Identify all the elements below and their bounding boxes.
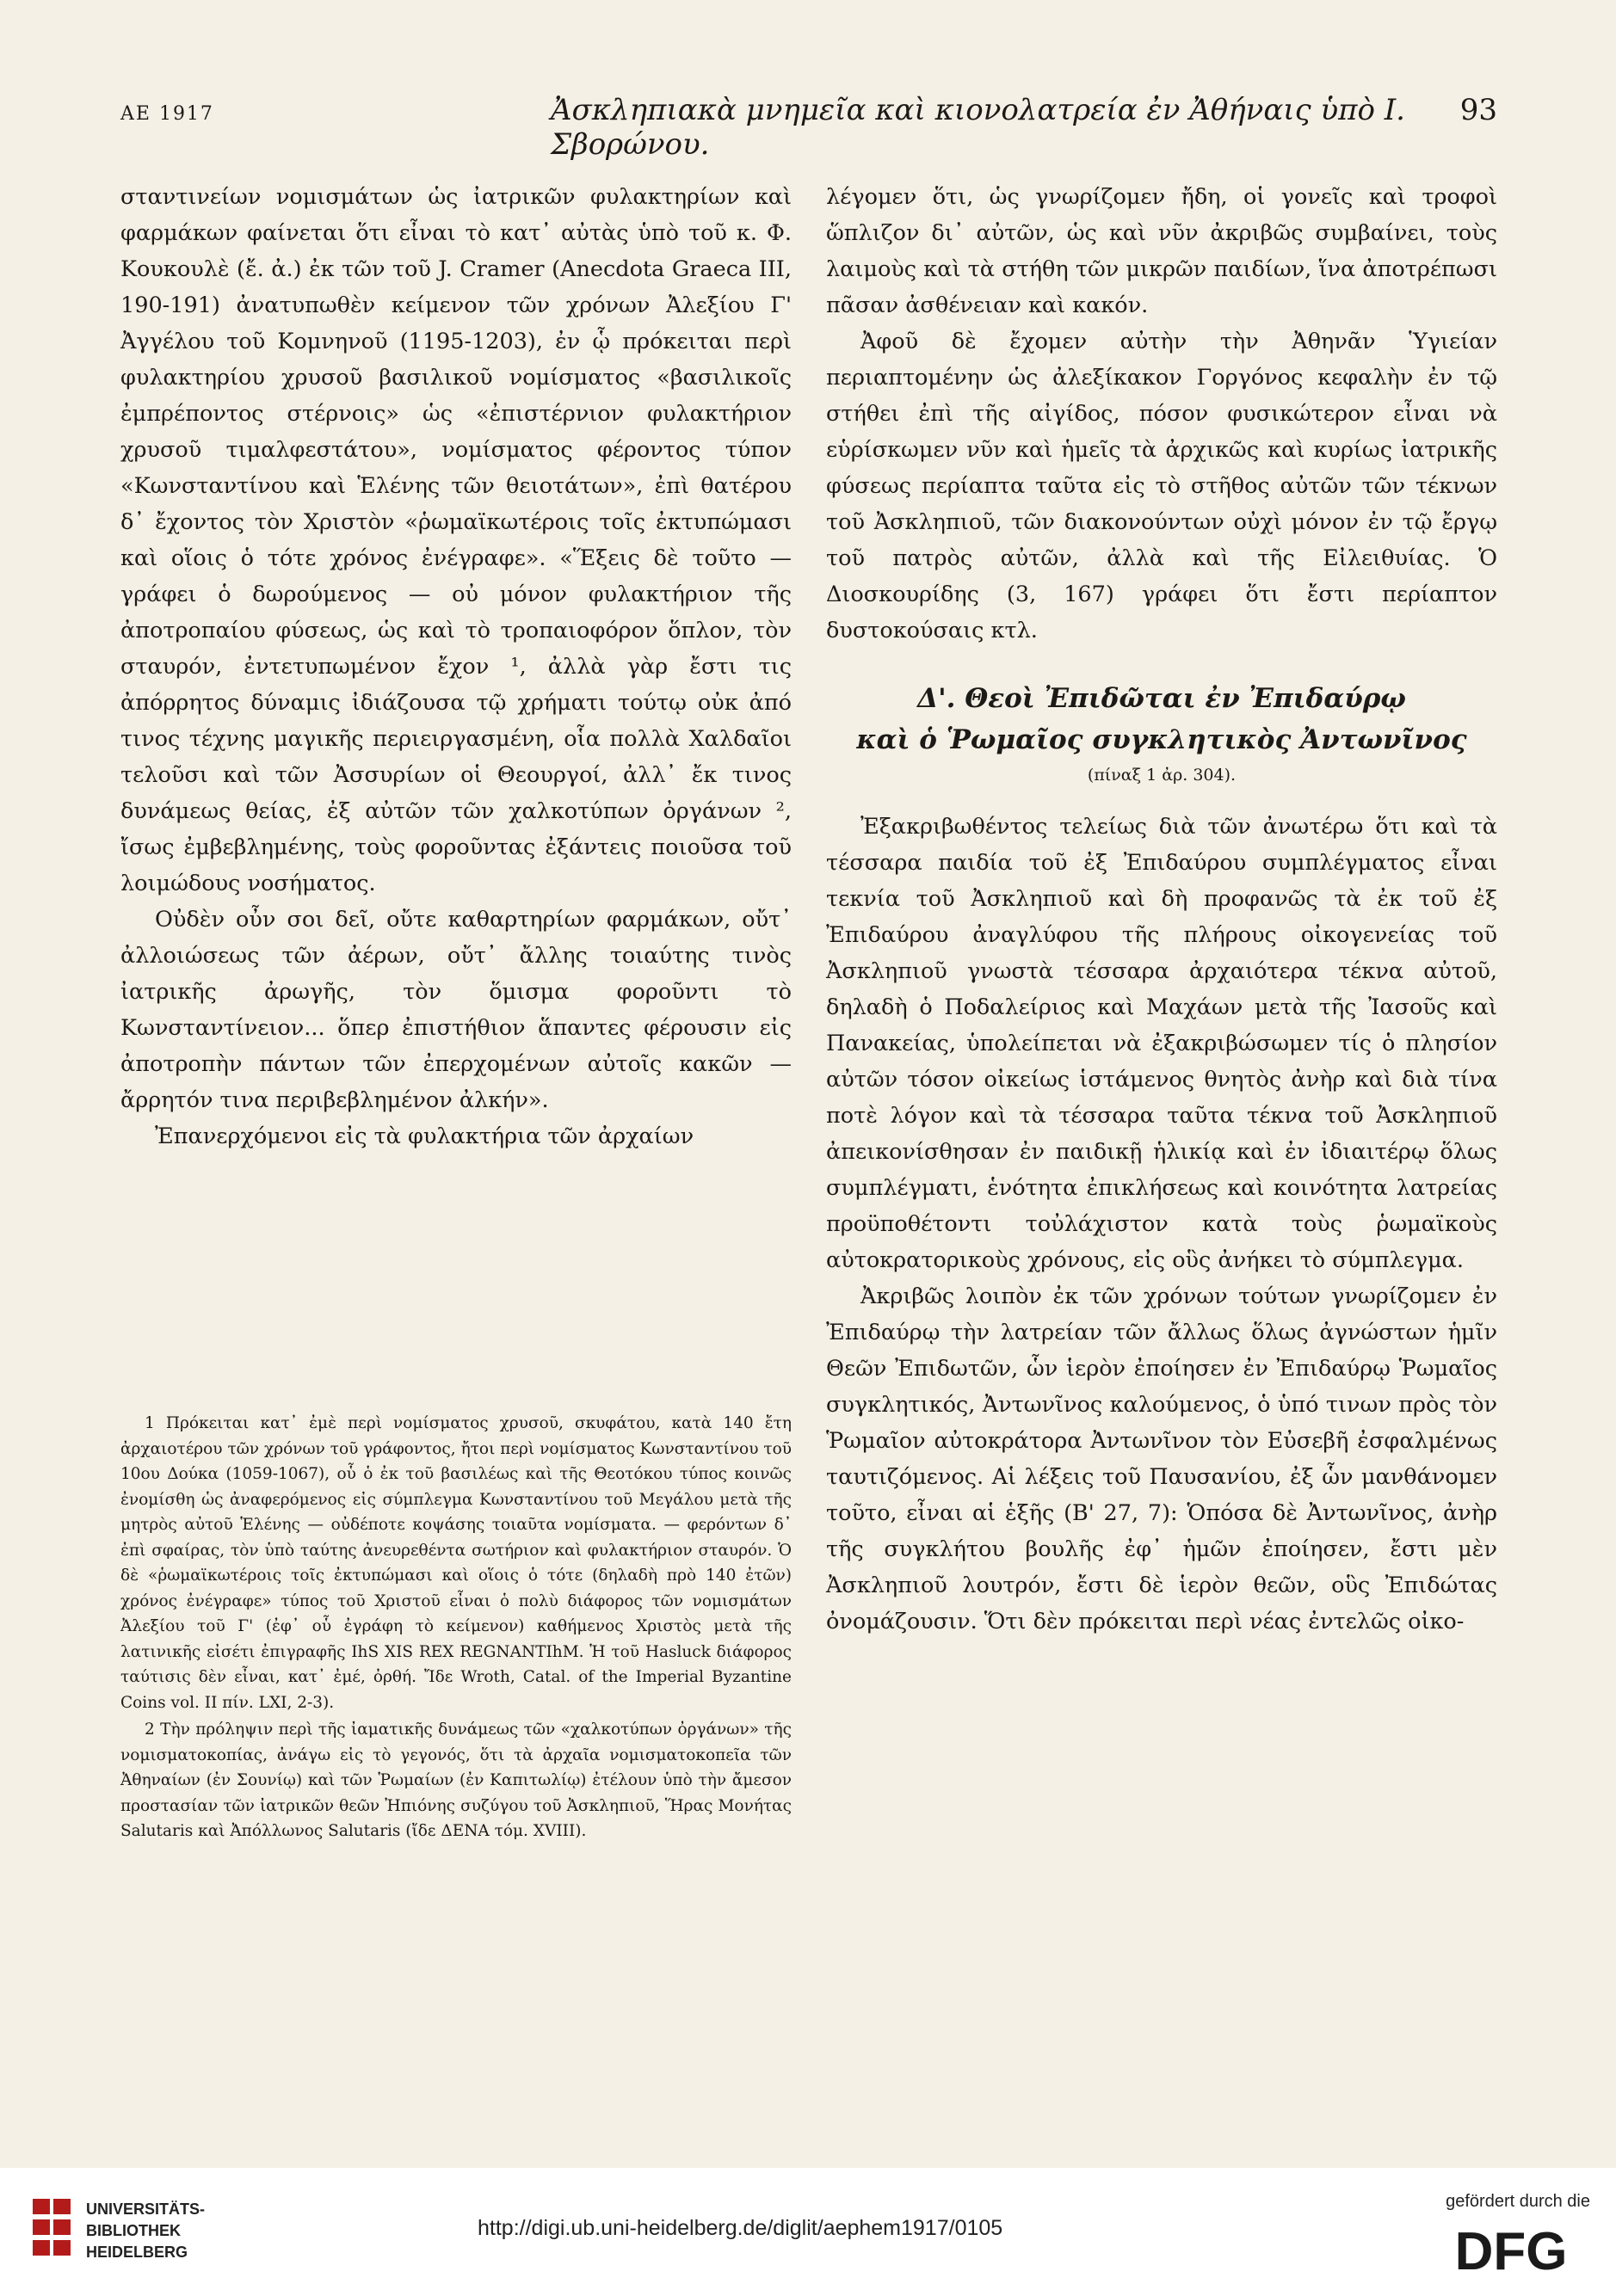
running-header	[120, 93, 1497, 162]
permalink-url[interactable]: http://digi.ub.uni-heidelberg.de/diglit/aephem1917/0105	[478, 2216, 1003, 2240]
running-title: Ἀσκληπιακὰ μνημεῖα καὶ κιονολατρεία ἐν Ἀθήναις ὑπὸ Ι. Σβορώνου.	[551, 93, 1405, 162]
svg-text:DFG: DFG	[1454, 2222, 1568, 2274]
dfg-logo-icon	[1434, 2221, 1588, 2274]
page-number: 93	[1459, 93, 1497, 127]
footnote: 1 Πρόκειται κατ᾽ ἐμὲ περὶ νομίσματος χρυσοῦ, σκυφάτου, κατὰ 140 ἔτη ἀρχαιοτέρου τῶν χρόνων τοῦ γράφοντος, ἤτοι περὶ νομίσματος Κωνσταντίνου τοῦ 10ου Δούκα (1059-1067), οὗ ὁ ἐκ τοῦ βασιλέως καὶ τῆς Θεοτόκου τύπος κοινῶς ἐνομίσθη ὡς ἀναφερόμενος εἰς σύμπλεγμα Κωνσταντίνου τοῦ Μεγάλου μετὰ τῆς μητρὸς αὐτοῦ Ἑλένης — οὐδέποτε κοψάσης τοιαῦτα νομίσματα. — φερόντων δ᾽ ἐπὶ σφαίρας, τὸν ὑπὸ ταύτης ἀνευρεθέντα σωτήριον καὶ φυλακτήριον σταυρόν. Ὁ δὲ «ῥωμαϊκωτέροις τοῖς ἐκτυπώμασι καὶ οἵοις ὁ τότε (δηλαδὴ πρὸ 140 ἐτῶν) χρόνος ἐνέγραφε» τύπος τοῦ Χριστοῦ εἶναι ὁ πολὺ διάφορος τῶν νομισμάτων Ἀλεξίου τοῦ Γ' (ἐφ᾽ οὗ ἐγράφη τὸ κείμενον) καθήμενος Χριστὸς μετὰ τῆς λατινικῆς εἰσέτι ἐπιγραφῆς IhS XIS REX REGNANTIhM. Ἡ τοῦ Hasluck διάφορος ταύτισις δὲν εἶναι, κατ᾽ ἐμέ, ὀρθή. Ἴδε Wroth, Catal. of the Imperial Byzantine Coins vol. II πίν. LXI, 2-3).	[120, 1414, 792, 1712]
footer-bar	[0, 2168, 1616, 2296]
funding-label: gefördert durch die	[1446, 2192, 1590, 2211]
section-heading	[826, 678, 1497, 760]
journal-volume-label: ΑΕ 1917	[120, 103, 214, 125]
university-library-logo-icon	[31, 2195, 74, 2264]
footnotes	[120, 1411, 792, 1846]
section-heading-line: καὶ ὁ Ῥωμαῖος συγκλητικὸς Ἀντωνῖνος	[856, 724, 1467, 755]
left-column	[120, 179, 792, 1154]
body-paragraph: Ἐπανερχόμενοι εἰς τὰ φυλακτήρια τῶν ἀρχαίων	[155, 1123, 694, 1149]
institution-name: UNIVERSITÄTS- BIBLIOTHEK HEIDELBERG	[86, 2201, 206, 2261]
section-heading-line: Δ'. Θεοὶ Ἐπιδῶται ἐν Ἐπιδαύρῳ	[917, 683, 1406, 714]
right-column	[826, 179, 1497, 1640]
body-paragraph: Ἀφοῦ δὲ ἔχομεν αὐτὴν τὴν Ἀθηνᾶν Ὑγιείαν περιαπτομένην ὡς ἀλεξίκακον Γοργόνος κεφαλὴν ἐν τῷ στήθει ἐπὶ τῆς αἰγίδος, πόσον φυσικώτερον εἶναι νὰ εὑρίσκωμεν νῦν καὶ ἡμεῖς τὰ ἀρχικῶς καὶ κυρίως ἰατρικῆς φύσεως περίαπτα ταῦτα εἰς τὸ στῆθος αὐτῶν τῶν τέκνων τοῦ Ἀσκληπιοῦ, τῶν διακονούντων οὐχὶ μόνον ἐν τῷ ἔργῳ τοῦ πατρὸς αὐτῶν, ἀλλὰ καὶ τῆς Εἰλειθυίας. Ὁ Διοσκουρίδης (3, 167) γράφει ὅτι ἔστι περίαπτον δυστοκούσαις κτλ.	[826, 329, 1497, 643]
body-paragraph: λέγομεν ὅτι, ὡς γνωρίζομεν ἤδη, οἱ γονεῖς καὶ τροφοὶ ὥπλιζον δι᾽ αὐτῶν, ὡς καὶ νῦν ἀκριβῶς συμβαίνει, τοὺς λαιμοὺς καὶ τὰ στήθη τῶν μικρῶν παιδίων, ἵνα ἀποτρέπωσι πᾶσαν ἀσθένειαν καὶ κακόν.	[826, 184, 1497, 318]
footnote: 2 Τὴν πρόληψιν περὶ τῆς ἰαματικῆς δυνάμεως τῶν «χαλκοτύπων ὀργάνων» τῆς νομισματοκοπίας, ἀνάγω εἰς τὸ γεγονός, ὅτι τὰ ἀρχαῖα νομισματοκοπεῖα τῶν Ἀθηναίων (ἐν Σουνίῳ) καὶ τῶν Ῥωμαίων (ἐν Καπιτωλίῳ) ἐτέλουν ὑπὸ τὴν ἄμεσον προστασίαν τῶν ἰατρικῶν θεῶν Ἠπιόνης συζύγου τοῦ Ἀσκληπιοῦ, Ἥρας Μονήτας Salutaris καὶ Ἀπόλλωνος Salutaris (ἴδε ΔΕΝΑ τόμ. XVIII).	[120, 1720, 792, 1840]
body-paragraph: Οὐδὲν οὖν σοι δεῖ, οὔτε καθαρτηρίων φαρμάκων, οὔτ᾽ ἀλλοιώσεως τῶν ἀέρων, οὔτ᾽ ἄλλης τοιαύτης τινὸς ἰατρικῆς ἀρωγῆς, τὸν ὅμισμα φοροῦντι τὸ Κωνσταντίνειον... ὅπερ ἐπιστήθιον ἅπαντες φέρουσιν εἰς ἀποτροπὴν πάντων τῶν ἐπερχομένων αὐτοῖς κακῶν — ἄρρητόν τινα περιβεβλημένον ἀλκήν».	[120, 907, 792, 1113]
body-paragraph: Ἐξακριβωθέντος τελείως διὰ τῶν ἀνωτέρω ὅτι καὶ τὰ τέσσαρα παιδία τοῦ ἐξ Ἐπιδαύρου συμπλέγματος εἶναι τεκνία τοῦ Ἀσκληπιοῦ καὶ δὴ προφανῶς τὰ ἐκ τοῦ ἐξ Ἐπιδαύρου ἀναγλύφου τῆς πλήρους οἰκογενείας τοῦ Ἀσκληπιοῦ γνωστὰ τέσσαρα ἀρχαιότερα τέκνα αὐτοῦ, δηλαδὴ ὁ Ποδαλείριος καὶ Μαχάων μετὰ τῆς Ἰασοῦς καὶ Πανακείας, ὑπολείπεται νὰ ἐξακριβώσωμεν τίς ὁ πλησίον αὐτῶν τόσον οἰκείως ἱστάμενος θνητὸς ἀνὴρ καὶ διὰ τίνα ποτὲ λόγον καὶ τὰ τέσσαρα ταῦτα τέκνα τοῦ Ἀσκληπιοῦ ἀπεικονίσθησαν ἐν παιδικῇ ἡλικίᾳ καὶ ἐν ἰδιαιτέρῳ ὅλως συμπλέγματι, ἑνότητα ἐπικλήσεως καὶ κοινότητα λατρείας προϋποθέτοντι τοὐλάχιστον κατὰ τοὺς ῥωμαϊκοὺς αὐτοκρατορικοὺς χρόνους, εἰς οὓς ἀνήκει τὸ σύμπλεγμα.	[826, 814, 1497, 1273]
plate-reference: (πίναξ 1 ἀρ. 304).	[1087, 766, 1237, 785]
body-paragraph: Ἀκριβῶς λοιπὸν ἐκ τῶν χρόνων τούτων γνωρίζομεν ἐν Ἐπιδαύρῳ τὴν λατρείαν τῶν ἄλλως ὅλως ἀγνώστων ἡμῖν Θεῶν Ἐπιδωτῶν, ὧν ἱερὸν ἐποίησεν ἐν Ἐπιδαύρῳ Ῥωμαῖος συγκλητικός, Ἀντωνῖνος καλούμενος, ὁ ὑπό τινων πρὸς τὸν Ῥωμαῖον αὐτοκράτορα Ἀντωνῖνον τὸν Εὐσεβῆ ἐσφαλμένως ταυτιζόμενος. Αἱ λέξεις τοῦ Παυσανίου, ἐξ ὧν μανθάνομεν τοῦτο, εἶναι αἱ ἑξῆς (Β' 27, 7): Ὁπόσα δὲ Ἀντωνῖνος, ἀνὴρ τῆς συγκλήτου βουλῆς ἐφ᾽ ἡμῶν ἐποίησεν, ἔστι μὲν Ἀσκληπιοῦ λουτρόν, ἔστι δὲ ἱερὸν θεῶν, οὓς Ἐπιδώτας ὀνομάζουσιν. Ὅτι δὲν πρόκειται περὶ νέας ἐντελῶς οἰκο-	[826, 1283, 1497, 1634]
body-paragraph: σταντινείων νομισμάτων ὡς ἰατρικῶν φυλακτηρίων καὶ φαρμάκων φαίνεται ὅτι εἶναι τὸ κατ᾽ αὐτὰς ὑπὸ τοῦ κ. Φ. Κουκουλὲ (ἔ. ἀ.) ἐκ τῶν τοῦ J. Cramer (Anecdota Graeca III, 190-191) ἀνατυπωθὲν κείμενον τῶν χρόνων Ἀλεξίου Γ' Ἀγγέλου τοῦ Κομνηνοῦ (1195-1203), ἐν ᾧ πρόκειται περὶ φυλακτηρίου χρυσοῦ βασιλικοῦ νομίσματος «βασιλικοῖς ἐμπρέποντος στέρνοις» ὡς «ἐπιστέρνιον φυλακτήριον χρυσοῦ τιμαλφεστάτου», νομίσματος φέροντος τύπον «Κωνσταντίνου καὶ Ἑλένης τῶν θειοτάτων», ἐπὶ θατέρου δ᾽ ἔχοντος τὸν Χριστὸν «ῥωμαϊκωτέροις τοῖς ἐκτυπώμασι καὶ οἵοις ὁ τότε χρόνος ἐνέγραφε». «Ἕξεις δὲ τοῦτο — γράφει ὁ δωρούμενος — οὐ μόνον φυλακτήριον τῆς ἀποτροπαίου φύσεως, ὡς καὶ τὸ τροπαιοφόρον ὅπλον, τὸν σταυρόν, ἐντετυπωμένον ἔχον ¹, ἀλλὰ γὰρ ἔστι τις ἀπόρρητος δύναμις ἰδιάζουσα τῷ χρήματι τούτῳ οὐκ ἀπό τινος τέχνης μαγικῆς περιειργασμένη, οἷα πολλὰ Χαλδαῖοι τελοῦσι καὶ τῶν Ἀσσυρίων οἱ Θεουργοί, ἀλλ᾽ ἔκ τινος δυνάμεως θείας, ἐξ αὐτῶν τῶν χαλκοτύπων ὀργάνων ², ἴσως ἐμβεβλημένης, τοὺς φοροῦντας ἐξάντεις ποιοῦσα τοῦ λοιμώδους νοσήματος.	[120, 184, 792, 896]
